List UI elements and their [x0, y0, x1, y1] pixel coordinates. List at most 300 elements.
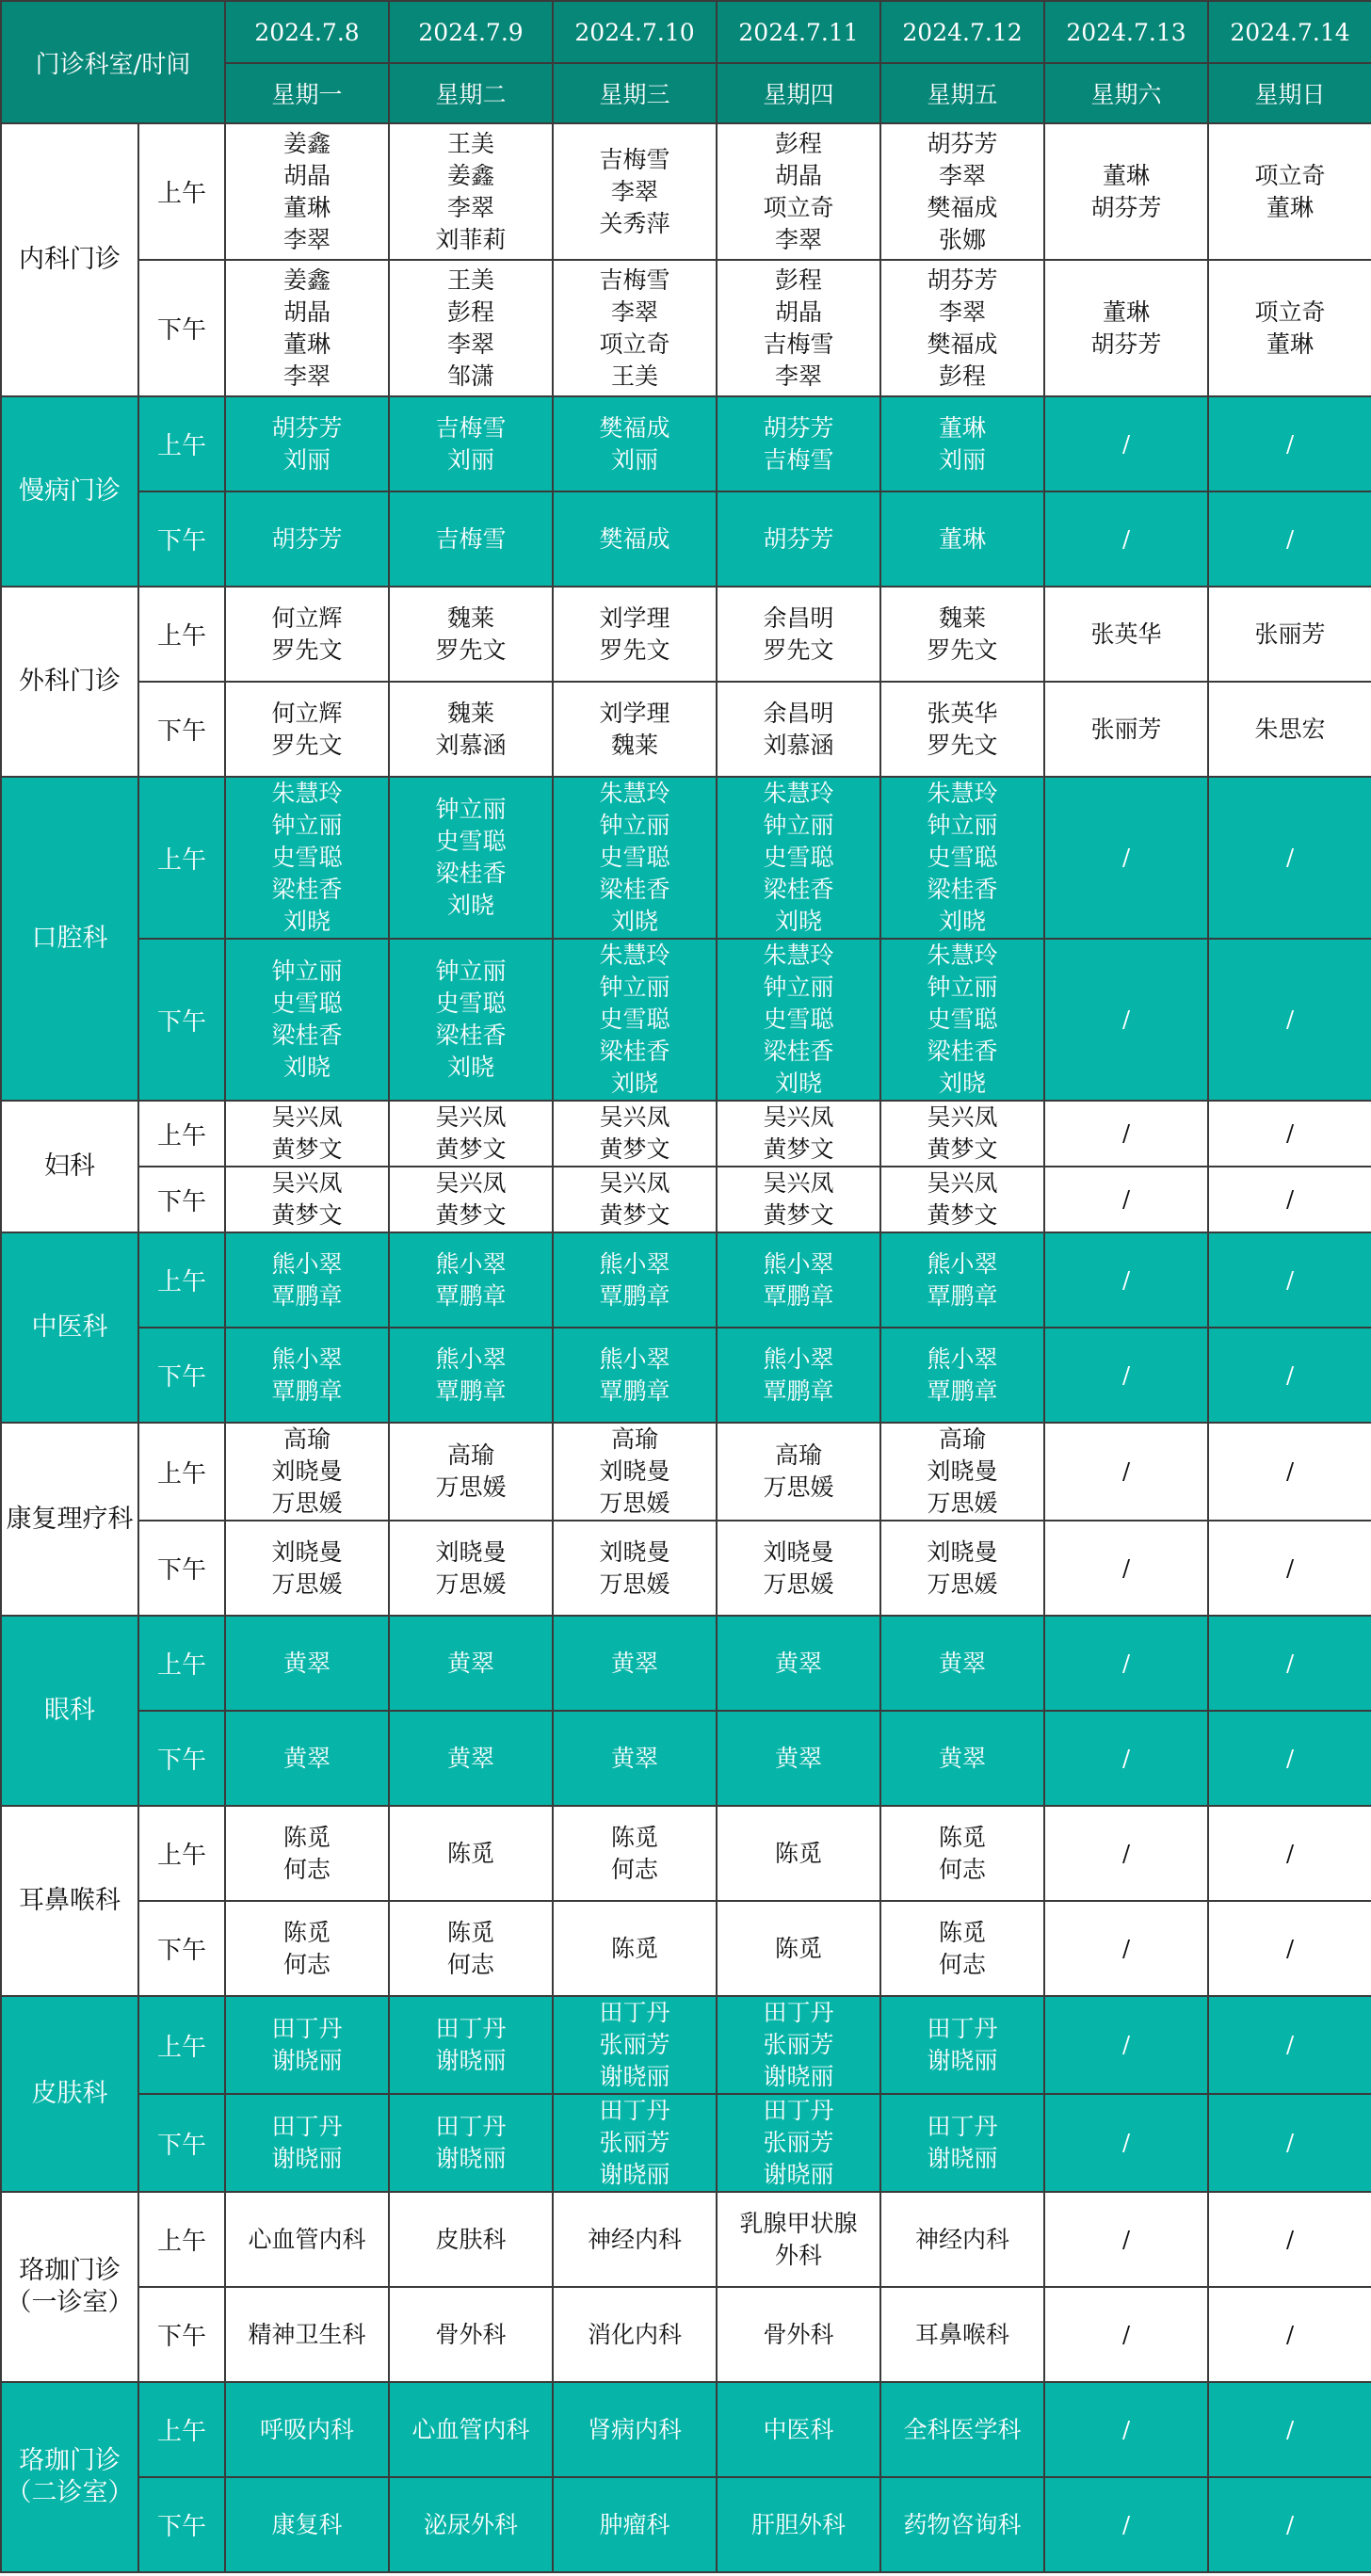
- department-name-line: 中医科: [31, 1312, 108, 1342]
- schedule-cell: [225, 2477, 389, 2572]
- doctor-name: 罗先文: [927, 731, 998, 759]
- doctor-name: 消化内科: [588, 2320, 683, 2348]
- doctor-name: 陈觅: [283, 1823, 331, 1851]
- doctor-name: 朱慧玲: [763, 942, 834, 969]
- date-header: 2024.7.8: [225, 1, 389, 63]
- no-clinic-mark: /: [1121, 1006, 1131, 1033]
- doctor-name: 罗先文: [271, 731, 343, 759]
- doctor-name: 姜鑫: [283, 129, 331, 157]
- doctor-name: 田丁丹: [927, 2113, 998, 2140]
- schedule-cell: [880, 777, 1044, 939]
- no-clinic-mark: /: [1285, 2032, 1295, 2058]
- doctor-name: 精神卫生科: [248, 2320, 366, 2348]
- department-name-line: 珞珈门诊: [19, 2446, 121, 2475]
- doctor-name: 刘晓: [775, 908, 823, 935]
- doctor-name: 神经内科: [915, 2225, 1010, 2253]
- time-slot: 下午: [138, 2287, 225, 2382]
- weekday-header: 星期一: [225, 63, 389, 123]
- doctor-name: 肾病内科: [588, 2415, 683, 2443]
- schedule-cell: [1044, 1423, 1208, 1521]
- doctor-name: 邹潇: [447, 362, 495, 390]
- doctor-name: 董琳: [283, 330, 331, 358]
- time-slot: 下午: [138, 1711, 225, 1806]
- doctor-name: 钟立丽: [927, 974, 998, 1001]
- schedule-cell: [880, 1423, 1044, 1521]
- schedule-cell: [389, 2382, 553, 2477]
- time-slot: 上午: [138, 1616, 225, 1711]
- doctor-name: 中医科: [763, 2415, 834, 2443]
- schedule-cell: [389, 491, 553, 587]
- department-name: [1, 1996, 138, 2192]
- schedule-body: [1, 123, 1371, 2572]
- doctor-name: 肿瘤科: [599, 2510, 670, 2538]
- schedule-cell: [553, 1101, 717, 1167]
- schedule-cell: [225, 587, 389, 682]
- doctor-name: 钟立丽: [763, 812, 834, 839]
- doctor-name: 魏莱: [611, 731, 659, 759]
- doctor-name: 张丽芳: [763, 2129, 834, 2156]
- doctor-name: 万思媛: [763, 1570, 834, 1598]
- doctor-name: 吴兴凤: [927, 1169, 998, 1197]
- schedule-row: [1, 2477, 1371, 2572]
- doctor-name: 黄翠: [283, 1744, 331, 1772]
- department-name-line: 慢病门诊: [19, 476, 121, 506]
- doctor-name: 药物咨询科: [903, 2510, 1022, 2538]
- schedule-row: [1, 1328, 1371, 1423]
- schedule-cell: [553, 777, 717, 939]
- doctor-name: 刘晓: [611, 1070, 659, 1097]
- doctor-name: 黄翠: [447, 1744, 495, 1772]
- department-name-line: 口腔科: [31, 924, 108, 953]
- doctor-name: 樊福成: [927, 193, 998, 221]
- schedule-cell: [389, 1423, 553, 1521]
- no-clinic-mark: /: [1121, 1745, 1131, 1772]
- doctor-name: 史雪聪: [927, 844, 998, 871]
- schedule-cell: [880, 1232, 1044, 1328]
- no-clinic-mark: /: [1121, 2321, 1131, 2348]
- doctor-name: 史雪聪: [763, 1006, 834, 1033]
- no-clinic-mark: /: [1121, 2032, 1131, 2058]
- no-clinic-mark: /: [1121, 1935, 1131, 1962]
- doctor-name: 万思媛: [927, 1570, 998, 1598]
- schedule-cell: [553, 1423, 717, 1521]
- doctor-name: 田丁丹: [271, 2015, 343, 2042]
- doctor-name: 谢晓丽: [271, 2047, 343, 2074]
- doctor-name: 项立奇: [763, 193, 834, 221]
- schedule-cell: [225, 1996, 389, 2094]
- schedule-cell: [1044, 2287, 1208, 2382]
- schedule-row: [1, 2287, 1371, 2382]
- doctor-name: 覃鹏章: [435, 1281, 507, 1310]
- schedule-row: [1, 682, 1371, 777]
- doctor-name: 田丁丹: [435, 2015, 507, 2042]
- doctor-name: 陈觅: [447, 1839, 495, 1867]
- weekday-header: 星期日: [1208, 63, 1371, 123]
- schedule-cell: [717, 1806, 880, 1901]
- doctor-name: 黄翠: [283, 1649, 331, 1677]
- schedule-cell: [1208, 491, 1371, 587]
- time-slot: 下午: [138, 491, 225, 587]
- doctor-name: 万思媛: [599, 1570, 670, 1598]
- department-name-line: 眼科: [44, 1696, 95, 1725]
- no-clinic-mark: /: [1121, 1650, 1131, 1677]
- time-slot: 下午: [138, 1328, 225, 1423]
- department-name-line: 内科门诊: [19, 245, 121, 274]
- doctor-name: 黄梦文: [435, 1135, 507, 1163]
- doctor-name: 罗先文: [599, 636, 670, 664]
- schedule-cell: [717, 939, 880, 1101]
- schedule-cell: [880, 260, 1044, 396]
- department-name-line: 外科门诊: [19, 667, 121, 696]
- schedule-cell: [1208, 260, 1371, 396]
- doctor-name: 骨外科: [763, 2320, 834, 2348]
- doctor-name: 刘晓曼: [599, 1538, 670, 1566]
- schedule-cell: [389, 2192, 553, 2287]
- doctor-name: 田丁丹: [435, 2113, 507, 2140]
- doctor-name: 万思媛: [271, 1489, 343, 1517]
- doctor-name: 梁桂香: [763, 1038, 834, 1065]
- schedule-cell: [1044, 1521, 1208, 1616]
- department-name-line: 皮肤科: [31, 2079, 108, 2108]
- doctor-name: 胡芬芳: [271, 524, 343, 553]
- doctor-name: 梁桂香: [763, 876, 834, 903]
- schedule-row: [1, 1521, 1371, 1616]
- doctor-name: 陈觅: [611, 1823, 659, 1851]
- department-name-line: 康复理疗科: [6, 1504, 134, 1534]
- time-slot: 上午: [138, 777, 225, 939]
- doctor-name: 张丽芳: [1254, 620, 1326, 648]
- doctor-name: 乳腺甲状腺: [739, 2209, 858, 2237]
- doctor-name: 钟立丽: [435, 796, 507, 823]
- department-name: [1, 1806, 138, 1996]
- schedule-cell: [389, 1901, 553, 1996]
- schedule-cell: [1044, 123, 1208, 260]
- doctor-name: 吉梅雪: [599, 266, 670, 294]
- schedule-cell: [1044, 1806, 1208, 1901]
- doctor-name: 何志: [283, 1855, 331, 1883]
- doctor-name: 彭程: [447, 298, 495, 326]
- doctor-name: 全科医学科: [903, 2415, 1022, 2443]
- doctor-name: 覃鹏章: [435, 1377, 507, 1405]
- schedule-cell: [553, 2477, 717, 2572]
- schedule-cell: [1044, 2382, 1208, 2477]
- doctor-name: 史雪聪: [927, 1006, 998, 1033]
- schedule-cell: [1208, 1328, 1371, 1423]
- doctor-name: 何志: [447, 1950, 495, 1978]
- department-name-line: （一诊室）: [6, 2288, 134, 2317]
- schedule-cell: [1208, 1996, 1371, 2094]
- schedule-cell: [389, 1806, 553, 1901]
- doctor-name: 李翠: [775, 362, 823, 390]
- schedule-cell: [1208, 1616, 1371, 1711]
- doctor-name: 泌尿外科: [424, 2510, 519, 2538]
- doctor-name: 吴兴凤: [763, 1103, 834, 1131]
- no-clinic-mark: /: [1285, 1554, 1295, 1582]
- schedule-row: [1, 1423, 1371, 1521]
- schedule-cell: [880, 1521, 1044, 1616]
- doctor-name: 黄翠: [939, 1744, 987, 1772]
- department-name: [1, 777, 138, 1101]
- schedule-cell: [225, 777, 389, 939]
- schedule-cell: [225, 1616, 389, 1711]
- doctor-name: 刘晓: [775, 1070, 823, 1097]
- doctor-name: 朱慧玲: [599, 942, 670, 969]
- schedule-cell: [1044, 587, 1208, 682]
- date-header: 2024.7.11: [717, 1, 880, 63]
- schedule-cell: [1208, 1101, 1371, 1167]
- doctor-name: 朱慧玲: [927, 942, 998, 969]
- doctor-name: 谢晓丽: [435, 2145, 507, 2172]
- schedule-cell: [1208, 1901, 1371, 1996]
- doctor-name: 陈觅: [283, 1918, 331, 1946]
- schedule-cell: [1208, 2382, 1371, 2477]
- schedule-cell: [389, 1616, 553, 1711]
- schedule-cell: [1044, 682, 1208, 777]
- doctor-name: 史雪聪: [599, 1006, 670, 1033]
- schedule-cell: [225, 396, 389, 491]
- schedule-row: [1, 1101, 1371, 1167]
- time-slot: 上午: [138, 1232, 225, 1328]
- schedule-cell: [717, 2094, 880, 2192]
- schedule-row: [1, 2382, 1371, 2477]
- schedule-cell: [1208, 1806, 1371, 1901]
- doctor-name: 熊小翠: [435, 1344, 507, 1373]
- department-name: [1, 1232, 138, 1423]
- doctor-name: 梁桂香: [271, 876, 343, 903]
- no-clinic-mark: /: [1285, 1458, 1295, 1485]
- doctor-name: 覃鹏章: [763, 1377, 834, 1405]
- doctor-name: 樊福成: [599, 524, 670, 553]
- doctor-name: 万思媛: [927, 1489, 998, 1517]
- schedule-cell: [1208, 777, 1371, 939]
- schedule-cell: [553, 939, 717, 1101]
- doctor-name: 王美: [447, 266, 495, 294]
- schedule-cell: [880, 396, 1044, 491]
- doctor-name: 史雪聪: [599, 844, 670, 871]
- schedule-cell: [717, 1167, 880, 1232]
- doctor-name: 张英华: [927, 699, 998, 727]
- doctor-name: 樊福成: [927, 330, 998, 358]
- doctor-name: 胡芬芳: [1090, 193, 1162, 221]
- doctor-name: 魏莱: [447, 699, 495, 727]
- department-name-line: 妇科: [44, 1151, 95, 1181]
- doctor-name: 熊小翠: [271, 1249, 343, 1278]
- time-slot: 下午: [138, 2094, 225, 2192]
- doctor-name: 黄翠: [939, 1649, 987, 1677]
- doctor-name: 黄梦文: [599, 1201, 670, 1229]
- schedule-row: [1, 260, 1371, 396]
- doctor-name: 吉梅雪: [599, 145, 670, 173]
- no-clinic-mark: /: [1285, 2511, 1295, 2538]
- schedule-cell: [880, 2094, 1044, 2192]
- no-clinic-mark: /: [1121, 430, 1131, 458]
- doctor-name: 王美: [611, 362, 659, 390]
- doctor-name: 朱慧玲: [763, 780, 834, 807]
- schedule-cell: [553, 682, 717, 777]
- doctor-name: 张丽芳: [599, 2031, 670, 2058]
- schedule-cell: [717, 491, 880, 587]
- schedule-cell: [717, 123, 880, 260]
- doctor-name: 刘晓曼: [927, 1538, 998, 1566]
- weekday-header: 星期三: [553, 63, 717, 123]
- doctor-name: 高瑜: [447, 1441, 495, 1469]
- schedule-cell: [717, 260, 880, 396]
- doctor-name: 刘晓: [939, 1070, 987, 1097]
- schedule-row: [1, 1167, 1371, 1232]
- doctor-name: 张英华: [1090, 620, 1162, 648]
- time-slot: 下午: [138, 1901, 225, 1996]
- doctor-name: 董琳: [1266, 193, 1315, 221]
- doctor-name: 胡芬芳: [763, 413, 834, 442]
- doctor-name: 张丽芳: [763, 2031, 834, 2058]
- schedule-cell: [553, 123, 717, 260]
- doctor-name: 刘菲莉: [435, 225, 507, 253]
- doctor-name: 姜鑫: [283, 266, 331, 294]
- doctor-name: 胡芬芳: [927, 266, 998, 294]
- doctor-name: 钟立丽: [927, 812, 998, 839]
- doctor-name: 吉梅雪: [435, 524, 507, 553]
- doctor-name: 刘丽: [447, 445, 495, 474]
- doctor-name: 黄梦文: [435, 1201, 507, 1229]
- doctor-name: 朱慧玲: [599, 780, 670, 807]
- no-clinic-mark: /: [1285, 1120, 1295, 1147]
- schedule-cell: [225, 1167, 389, 1232]
- doctor-name: 朱思宏: [1254, 715, 1326, 743]
- no-clinic-mark: /: [1285, 1650, 1295, 1677]
- schedule-cell: [717, 2477, 880, 2572]
- doctor-name: 朱慧玲: [271, 780, 343, 807]
- doctor-name: 彭程: [939, 362, 987, 390]
- doctor-name: 梁桂香: [927, 1038, 998, 1065]
- schedule-cell: [717, 1423, 880, 1521]
- no-clinic-mark: /: [1285, 430, 1295, 458]
- doctor-name: 谢晓丽: [927, 2047, 998, 2074]
- doctor-name: 何志: [611, 1855, 659, 1883]
- doctor-name: 耳鼻喉科: [915, 2320, 1010, 2348]
- doctor-name: 谢晓丽: [599, 2063, 670, 2090]
- schedule-cell: [553, 260, 717, 396]
- schedule-cell: [553, 587, 717, 682]
- doctor-name: 董琳: [1266, 330, 1315, 358]
- no-clinic-mark: /: [1121, 1186, 1131, 1213]
- schedule-cell: [1044, 2477, 1208, 2572]
- doctor-name: 吴兴凤: [763, 1169, 834, 1197]
- doctor-name: 李翠: [283, 362, 331, 390]
- no-clinic-mark: /: [1285, 2321, 1295, 2348]
- doctor-name: 刘晓曼: [599, 1457, 670, 1485]
- doctor-name: 黄翠: [447, 1649, 495, 1677]
- date-header: 2024.7.9: [389, 1, 553, 63]
- doctor-name: 吴兴凤: [435, 1169, 507, 1197]
- doctor-name: 陈觅: [611, 1934, 659, 1962]
- doctor-name: 谢晓丽: [271, 2145, 343, 2172]
- doctor-name: 梁桂香: [435, 860, 507, 887]
- time-slot: 上午: [138, 2192, 225, 2287]
- schedule-cell: [717, 1616, 880, 1711]
- doctor-name: 朱慧玲: [927, 780, 998, 807]
- doctor-name: 梁桂香: [599, 876, 670, 903]
- doctor-name: 梁桂香: [599, 1038, 670, 1065]
- schedule-cell: [389, 682, 553, 777]
- doctor-name: 刘晓曼: [271, 1538, 343, 1566]
- doctor-name: 熊小翠: [435, 1249, 507, 1278]
- doctor-name: 心血管内科: [248, 2225, 366, 2253]
- doctor-name: 田丁丹: [599, 1999, 670, 2026]
- doctor-name: 李翠: [939, 298, 987, 326]
- no-clinic-mark: /: [1285, 1266, 1295, 1294]
- doctor-name: 罗先文: [435, 636, 507, 664]
- doctor-name: 李翠: [447, 330, 495, 358]
- doctor-name: 陈觅: [447, 1918, 495, 1946]
- doctor-name: 董琳: [939, 413, 987, 442]
- schedule-cell: [880, 1996, 1044, 2094]
- doctor-name: 董琳: [1103, 161, 1151, 189]
- schedule-cell: [553, 1167, 717, 1232]
- schedule-cell: [880, 2477, 1044, 2572]
- doctor-name: 梁桂香: [435, 1022, 507, 1049]
- time-slot: 上午: [138, 1996, 225, 2094]
- doctor-name: 黄翠: [611, 1744, 659, 1772]
- department-name: [1, 2192, 138, 2382]
- schedule-cell: [880, 1101, 1044, 1167]
- doctor-name: 刘晓: [447, 1054, 495, 1081]
- doctor-name: 项立奇: [1254, 161, 1326, 189]
- schedule-cell: [389, 1232, 553, 1328]
- doctor-name: 何志: [939, 1855, 987, 1883]
- schedule-cell: [389, 1711, 553, 1806]
- doctor-name: 刘慕涵: [435, 731, 507, 759]
- doctor-name: 吉梅雪: [435, 413, 507, 442]
- schedule-cell: [1208, 682, 1371, 777]
- doctor-name: 吴兴凤: [271, 1169, 343, 1197]
- weekday-header: 星期四: [717, 63, 880, 123]
- doctor-name: 熊小翠: [927, 1344, 998, 1373]
- doctor-name: 胡芬芳: [271, 413, 343, 442]
- schedule-row: [1, 1616, 1371, 1711]
- schedule-cell: [225, 1711, 389, 1806]
- schedule-cell: [880, 1806, 1044, 1901]
- no-clinic-mark: /: [1285, 2130, 1295, 2156]
- time-slot: 下午: [138, 260, 225, 396]
- doctor-name: 黄翠: [611, 1649, 659, 1677]
- doctor-name: 覃鹏章: [927, 1281, 998, 1310]
- doctor-name: 陈觅: [939, 1823, 987, 1851]
- schedule-cell: [1044, 939, 1208, 1101]
- schedule-cell: [880, 1901, 1044, 1996]
- schedule-cell: [1044, 1711, 1208, 1806]
- doctor-name: 呼吸内科: [260, 2415, 355, 2443]
- no-clinic-mark: /: [1121, 1554, 1131, 1582]
- schedule-cell: [717, 1901, 880, 1996]
- schedule-cell: [1208, 939, 1371, 1101]
- schedule-cell: [1044, 1901, 1208, 1996]
- no-clinic-mark: /: [1121, 1266, 1131, 1294]
- doctor-name: 刘晓曼: [271, 1457, 343, 1485]
- department-name-line: 耳鼻喉科: [19, 1886, 121, 1915]
- doctor-name: 高瑜: [939, 1425, 987, 1453]
- department-name: [1, 396, 138, 587]
- schedule-cell: [389, 1996, 553, 2094]
- doctor-name: 史雪聪: [271, 844, 343, 871]
- doctor-name: 梁桂香: [271, 1022, 343, 1049]
- date-header: 2024.7.14: [1208, 1, 1371, 63]
- doctor-name: 胡芬芳: [763, 524, 834, 553]
- schedule-cell: [225, 1901, 389, 1996]
- schedule-cell: [717, 2192, 880, 2287]
- schedule-row: [1, 1996, 1371, 2094]
- doctor-name: 田丁丹: [927, 2015, 998, 2042]
- schedule-cell: [225, 1101, 389, 1167]
